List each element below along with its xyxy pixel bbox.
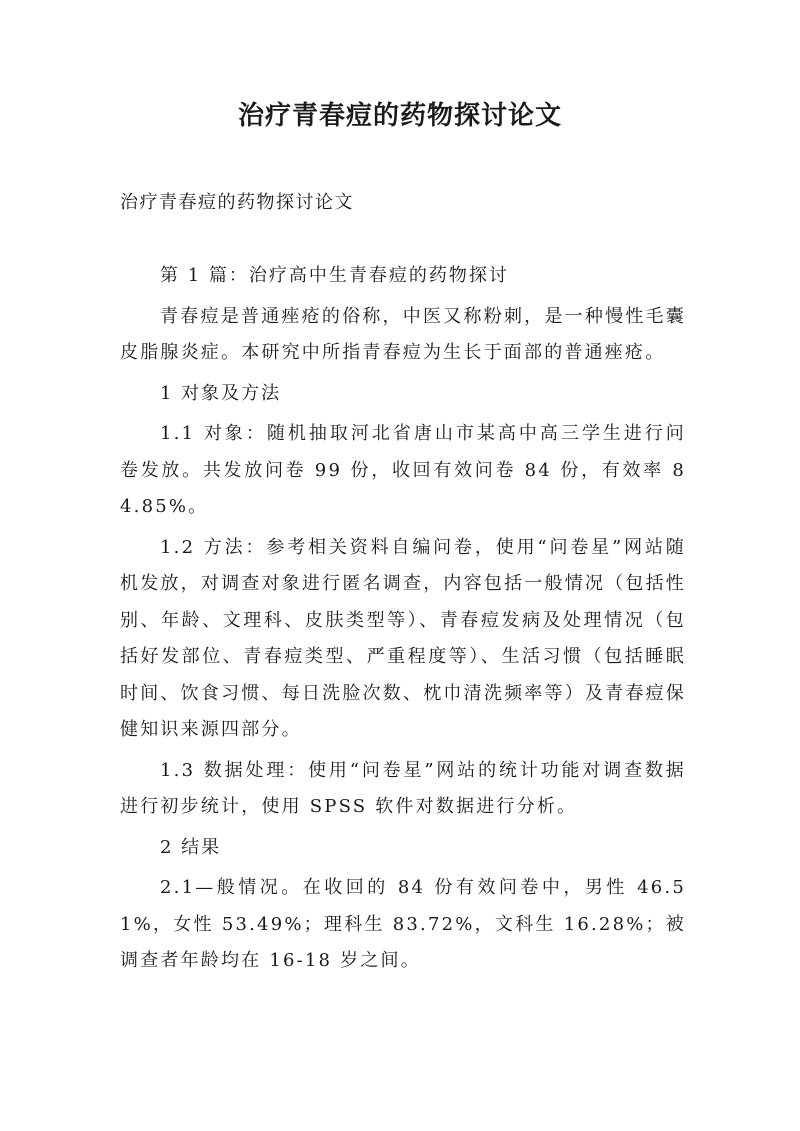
paragraph-intro: 青春痘是普通痤疮的俗称，中医又称粉刺，是一种慢性毛囊皮脂腺炎症。本研究中所指青春痘为生长于面部的普通痤疮。 [120,305,686,363]
paragraph-subjects: 1.1 对象：随机抽取河北省唐山市某高中高三学生进行问卷发放。共发放问卷 99 份，收回有效问卷 84 份，有效率 84.85%。 [120,423,686,517]
document-title: 治疗青春痘的药物探讨论文 [237,101,562,131]
paragraph-general-situation: 2.1—般情况。在收回的 84 份有效问卷中，男性 46.51%，女性 53.49%；理科生 83.72%，文科生 16.28%；被调查者年龄均在 16-18 岁之间。 [120,877,686,971]
paragraph-methods: 1.2 方法：参考相关资料自编问卷，使用“问卷星”网站随机发放，对调查对象进行匿名调查，内容包括一般情况（包括性别、年龄、文理科、皮肤类型等）、青春痘发病及处理情况（包括好发部位、青春痘类型、严重程度等）、生活习惯（包括睡眠时间、饮食习惯、每日洗脸次数、枕巾清洗频率等）及青春痘保健知识来源四部分。 [120,536,686,740]
paragraph-data-processing: 1.3 数据处理：使用“问卷星”网站的统计功能对调查数据进行初步统计，使用 SPSS 软件对数据进行分析。 [120,759,686,817]
heading-results: 2 结果 [160,836,222,858]
document-subtitle: 治疗青春痘的药物探讨论文 [120,192,354,213]
heading-methods: 1 对象及方法 [160,382,282,404]
document-body [120,258,686,984]
section-heading: 第 1 篇：治疗高中生青春痘的药物探讨 [160,265,509,286]
